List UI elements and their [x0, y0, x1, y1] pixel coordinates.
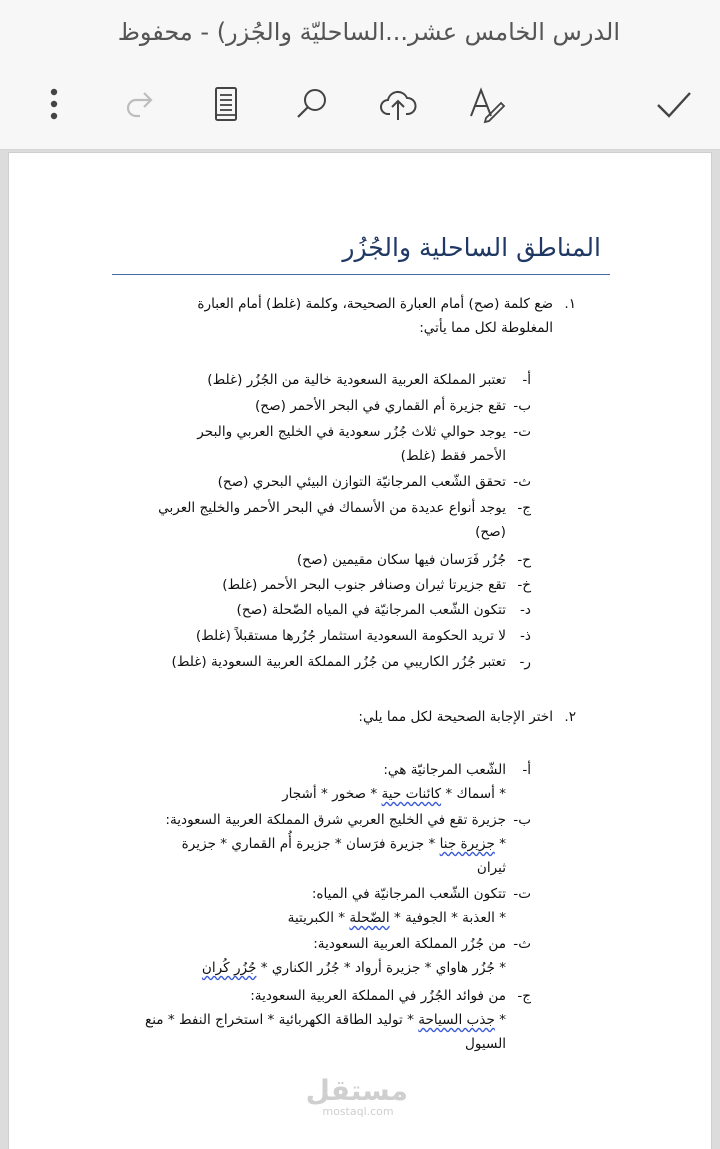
search-button[interactable] [288, 80, 336, 128]
q2-item-question: الشّعب المرجانيّة هي: [383, 762, 506, 778]
q1-number: ١. [564, 296, 576, 312]
q2-item-question: من فوائد الجُزُر في المملكة العربية السعودية: [250, 988, 506, 1004]
q2-item-options-cont: ثيران [476, 860, 506, 876]
q1-item-label: ح- [517, 552, 531, 568]
q1-item-label: ر- [519, 654, 531, 670]
redo-icon [120, 84, 160, 124]
q2-item-label: أ- [522, 762, 531, 778]
q2-item-options: * جذب السياحة * توليد الطاقة الكهربائية * استخراج النفط * منع [144, 1012, 506, 1028]
q2-item-options: * جزيرة جنا * جزيرة فرَسان * جزيرة أُم القماري * جزيرة [181, 836, 506, 852]
q1-item-text: يوجد أنواع عديدة من الأسماك في البحر الأحمر والخليج العربي [158, 500, 506, 516]
q1-item-label: د- [520, 602, 531, 618]
q2-item-question: تتكون الشّعب المرجانيّة في المياه: [311, 886, 506, 902]
cloud-upload-icon [378, 84, 418, 124]
q2-instruction: اختر الإجابة الصحيحة لكل مما يلي: [358, 709, 553, 725]
q2-item-options: * أسماك * كائنات حية * صخور * أشجار [282, 786, 506, 802]
q1-item-text-cont: (صح) [475, 524, 506, 540]
q2-item-label: ب- [513, 812, 531, 828]
check-icon [654, 84, 694, 124]
document-title: الدرس الخامس عشر...الساحليّة والجُزر) - محفوظ [117, 18, 620, 46]
format-button[interactable] [462, 80, 510, 128]
q2-item-options-cont: السيول [464, 1036, 506, 1052]
document-view-icon [206, 84, 246, 124]
q2-item-label: ج- [517, 988, 531, 1004]
q2-item-options: * جُزُر هاواي * جزيرة أرواد * جُزُر الكناري * جُزُر كُران [201, 960, 506, 976]
q1-item-text-cont: الأحمر فقط (غلط) [400, 448, 506, 464]
q1-instruction-line2: المغلوطة لكل مما يأتي: [419, 320, 553, 336]
redo-button[interactable] [116, 80, 164, 128]
page-heading: المناطق الساحلية والجُزُر [342, 233, 601, 262]
app-bar [0, 0, 720, 150]
q1-item-text: يوجد حوالي ثلاث جُزُر سعودية في الخليج العربي والبحر [197, 424, 506, 440]
reading-view-button[interactable] [202, 80, 250, 128]
q1-item-text: تقع جزيرة أم القماري في البحر الأحمر (صح) [255, 398, 506, 414]
q1-item-text: تقع جزيرتا ثيران وصنافر جنوب البحر الأحمر (غلط) [222, 577, 506, 593]
done-button[interactable] [650, 80, 698, 128]
document-page[interactable] [8, 152, 712, 1149]
q2-number: ٢. [564, 709, 576, 725]
q1-item-text: تعتبر المملكة العربية السعودية خالية من الجُزُر (غلط) [207, 372, 506, 388]
search-icon [292, 84, 332, 124]
q1-item-text: تتكون الشّعب المرجانيّة في المياه الضّحلة (صح) [236, 602, 506, 618]
q1-item-label: خ- [517, 577, 531, 593]
q1-item-label: أ- [522, 372, 531, 388]
q1-item-text: جُزُر فَرَسان فيها سكان مقيمين (صح) [296, 552, 506, 568]
text-format-icon [466, 84, 506, 124]
more-options-button[interactable] [30, 80, 78, 128]
q2-item-question: جزيرة تقع في الخليج العربي شرق المملكة العربية السعودية: [165, 812, 506, 828]
q1-item-label: ب- [513, 398, 531, 414]
upload-button[interactable] [374, 80, 422, 128]
q1-item-text: لا تريد الحكومة السعودية استثمار جُزُرها مستقبلاً (غلط) [195, 628, 506, 644]
q2-item-label: ت- [513, 886, 531, 902]
watermark-arabic: مستقل [305, 1074, 408, 1107]
watermark-logo [305, 1074, 408, 1118]
q2-item-label: ث- [513, 936, 531, 952]
q1-item-label: ج- [517, 500, 531, 516]
q1-item-label: ذ- [520, 628, 531, 644]
q2-item-options: * العذبة * الجوفية * الضّحلة * الكبريتية [287, 910, 506, 926]
q2-item-question: من جُزُر المملكة العربية السعودية: [313, 936, 506, 952]
q1-item-label: ث- [513, 474, 531, 490]
q1-item-text: تحقق الشّعب المرجانيّة التوازن البيئي البحري (صح) [217, 474, 506, 490]
q1-item-label: ت- [513, 424, 531, 440]
q1-instruction-line1: ضع كلمة (صح) أمام العبارة الصحيحة، وكلمة (غلط) أمام العبارة [197, 296, 553, 312]
watermark-english: mostaql.com [322, 1105, 394, 1118]
more-vertical-icon [34, 84, 74, 124]
q1-item-text: تعتبر جُزُر الكاريبي من جُزُر المملكة العربية السعودية (غلط) [171, 654, 506, 670]
heading-underline [112, 274, 610, 275]
